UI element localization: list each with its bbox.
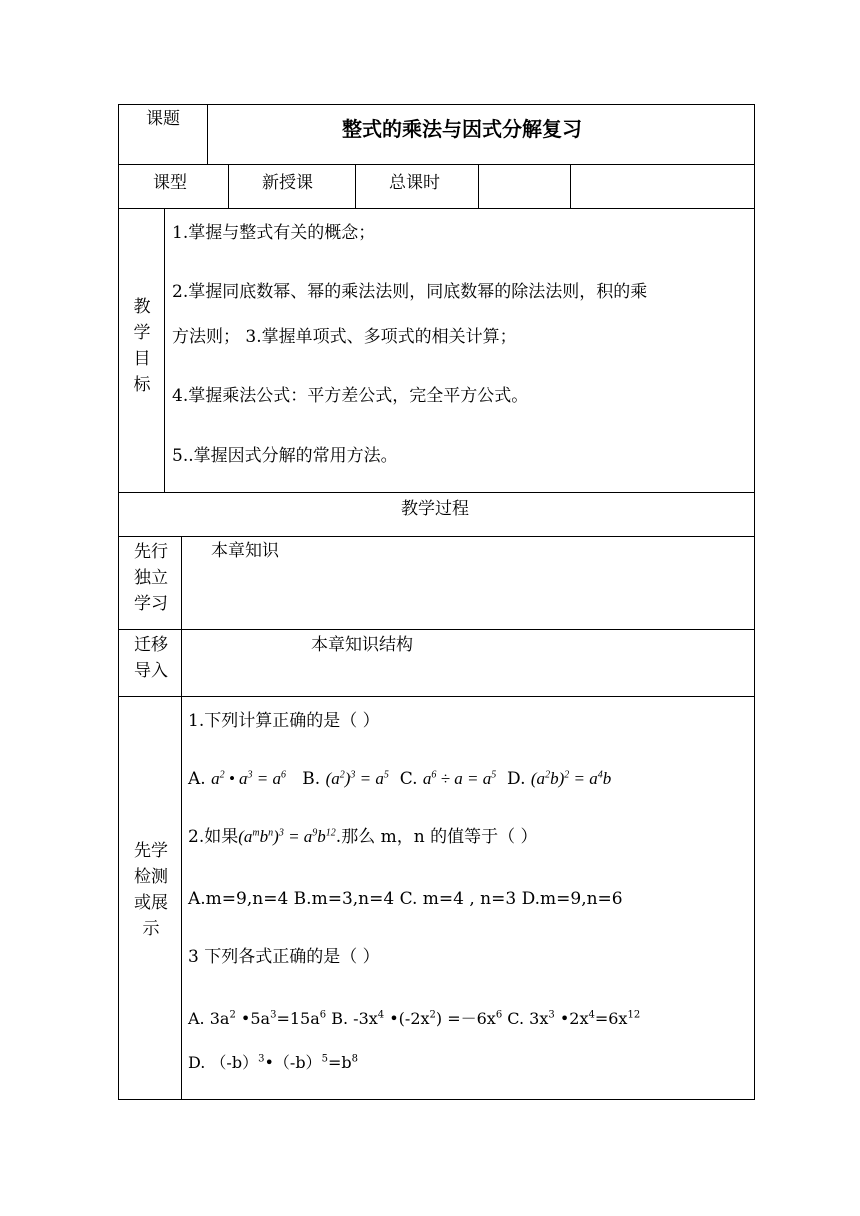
col-divider <box>207 104 208 164</box>
row-divider <box>118 164 755 165</box>
table-border-left <box>118 104 119 1100</box>
question-3-option-d: D. $(-b)^3•(-b)^5=b^8$ <box>188 1053 358 1072</box>
topic-label: 课题 <box>146 109 180 129</box>
question-2-options: A.m=9,n=4 B.m=3,n=4 C. m=4 , n=3 D.m=9,n=6 <box>188 889 623 909</box>
table-border-right <box>754 104 755 1100</box>
table-border-bottom <box>118 1099 755 1100</box>
objective-item: 4.掌握乘法公式：平方差公式，完全平方公式。 <box>172 386 529 406</box>
table-border-top <box>118 104 755 105</box>
pre-study-content: 本章知识 <box>211 541 279 561</box>
col-divider <box>164 208 165 492</box>
col-divider <box>478 164 479 208</box>
col-divider <box>570 164 571 208</box>
col-divider <box>181 629 182 696</box>
question-1-stem: 1.下列计算正确的是（ ） <box>188 711 380 731</box>
col-divider <box>181 696 182 1099</box>
process-heading: 教学过程 <box>401 499 469 519</box>
transfer-content: 本章知识结构 <box>311 635 413 655</box>
question-3-options: A. $3a^2$ $•5a^3=15a^6$ B. $-3x^4$ $•(-2x^2) =-6x^6$ C. $3x^3$ $•2x^4=6x^{12}$ <box>188 1009 641 1028</box>
question-1-options: A. $a^2$ • $a^3 = a^6$ B. $(a^2)^3 = a^5$ C. $a^6 \div a = a^5$ D. $(a^2b)^2 = a^4b$ <box>188 769 612 789</box>
row-divider <box>118 492 755 493</box>
type-value: 新授课 <box>262 173 313 193</box>
type-label: 课型 <box>153 173 187 193</box>
question-2-stem: 2.如果$(a^mb^n)^3 = a^9b^{12}$.那么 m，n 的值等于（ ） <box>188 827 538 847</box>
row-divider <box>118 208 755 209</box>
row-divider <box>118 629 755 630</box>
col-divider <box>355 164 356 208</box>
topic-title: 整式的乘法与因式分解复习 <box>342 117 582 141</box>
transfer-label: 迁移 导入 <box>134 635 168 681</box>
hours-label: 总课时 <box>389 173 440 193</box>
pre-study-label: 先行 独立 学习 <box>134 542 168 614</box>
check-label: 先学 检测 或展 示 <box>134 841 168 939</box>
objective-item: 1.掌握与整式有关的概念； <box>172 223 376 243</box>
objective-item: 5..掌握因式分解的常用方法。 <box>172 446 398 466</box>
objectives-label: 教 学 目 标 <box>133 297 151 395</box>
col-divider <box>181 536 182 629</box>
objective-item: 方法则； 3.掌握单项式、多项式的相关计算； <box>172 327 517 347</box>
col-divider <box>228 164 229 208</box>
objective-item: 2.掌握同底数幂、幂的乘法法则，同底数幂的除法法则，积的乘 <box>172 282 648 302</box>
row-divider <box>118 696 755 697</box>
question-3-stem: 3 下列各式正确的是（ ） <box>188 947 380 967</box>
row-divider <box>118 536 755 537</box>
